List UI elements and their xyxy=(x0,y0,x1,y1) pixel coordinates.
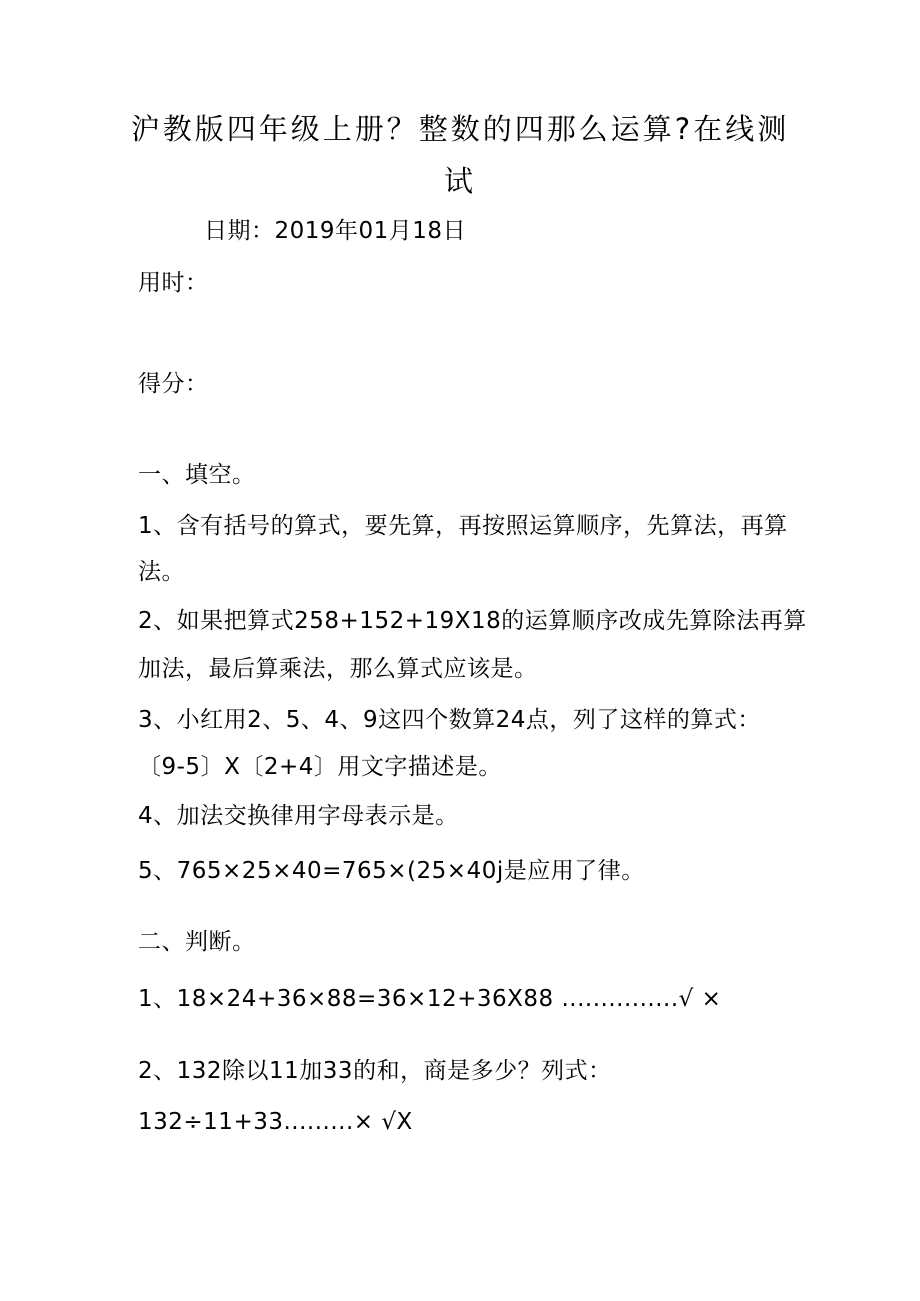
document-title-line-2: 试 xyxy=(443,164,476,198)
question-5: 5、765×25×40=765×(25×40j是应用了律。 xyxy=(138,858,645,884)
question-4: 4、加法交换律用字母表示是。 xyxy=(138,803,459,829)
question-3-line-1: 3、小红用2、5、4、9这四个数算24点，列了这样的算式： xyxy=(138,707,761,733)
time-used-label: 用时： xyxy=(138,270,209,296)
judgment-question-2-line-1: 2、132除以11加33的和，商是多少？列式： xyxy=(138,1058,612,1084)
question-2-line-1: 2、如果把算式258+152+19X18的运算顺序改成先算除法再算 xyxy=(138,608,807,634)
question-2-line-2: 加法，最后算乘法，那么算式应该是。 xyxy=(138,656,538,682)
judgment-question-2-line-2: 132÷11+33.........× √X xyxy=(138,1109,413,1135)
section-heading-judgment: 二、判断。 xyxy=(138,929,256,955)
question-3-line-2: 〔9-5〕X〔2+4〕用文字描述是。 xyxy=(138,754,502,780)
question-1-line-1: 1、含有括号的算式，要先算，再按照运算顺序，先算法，再算 xyxy=(138,513,788,539)
section-heading-fill-in: 一、填空。 xyxy=(138,462,256,488)
judgment-question-1: 1、18×24+36×88=36×12+36X88 ...............√ × xyxy=(138,986,722,1012)
date-text: 日期：2019年01月18日 xyxy=(204,218,467,244)
question-1-line-2: 法。 xyxy=(138,559,185,585)
score-label: 得分： xyxy=(138,371,209,397)
document-title-line-1: 沪教版四年级上册？整数的四那么运算?在线测 xyxy=(130,112,790,146)
